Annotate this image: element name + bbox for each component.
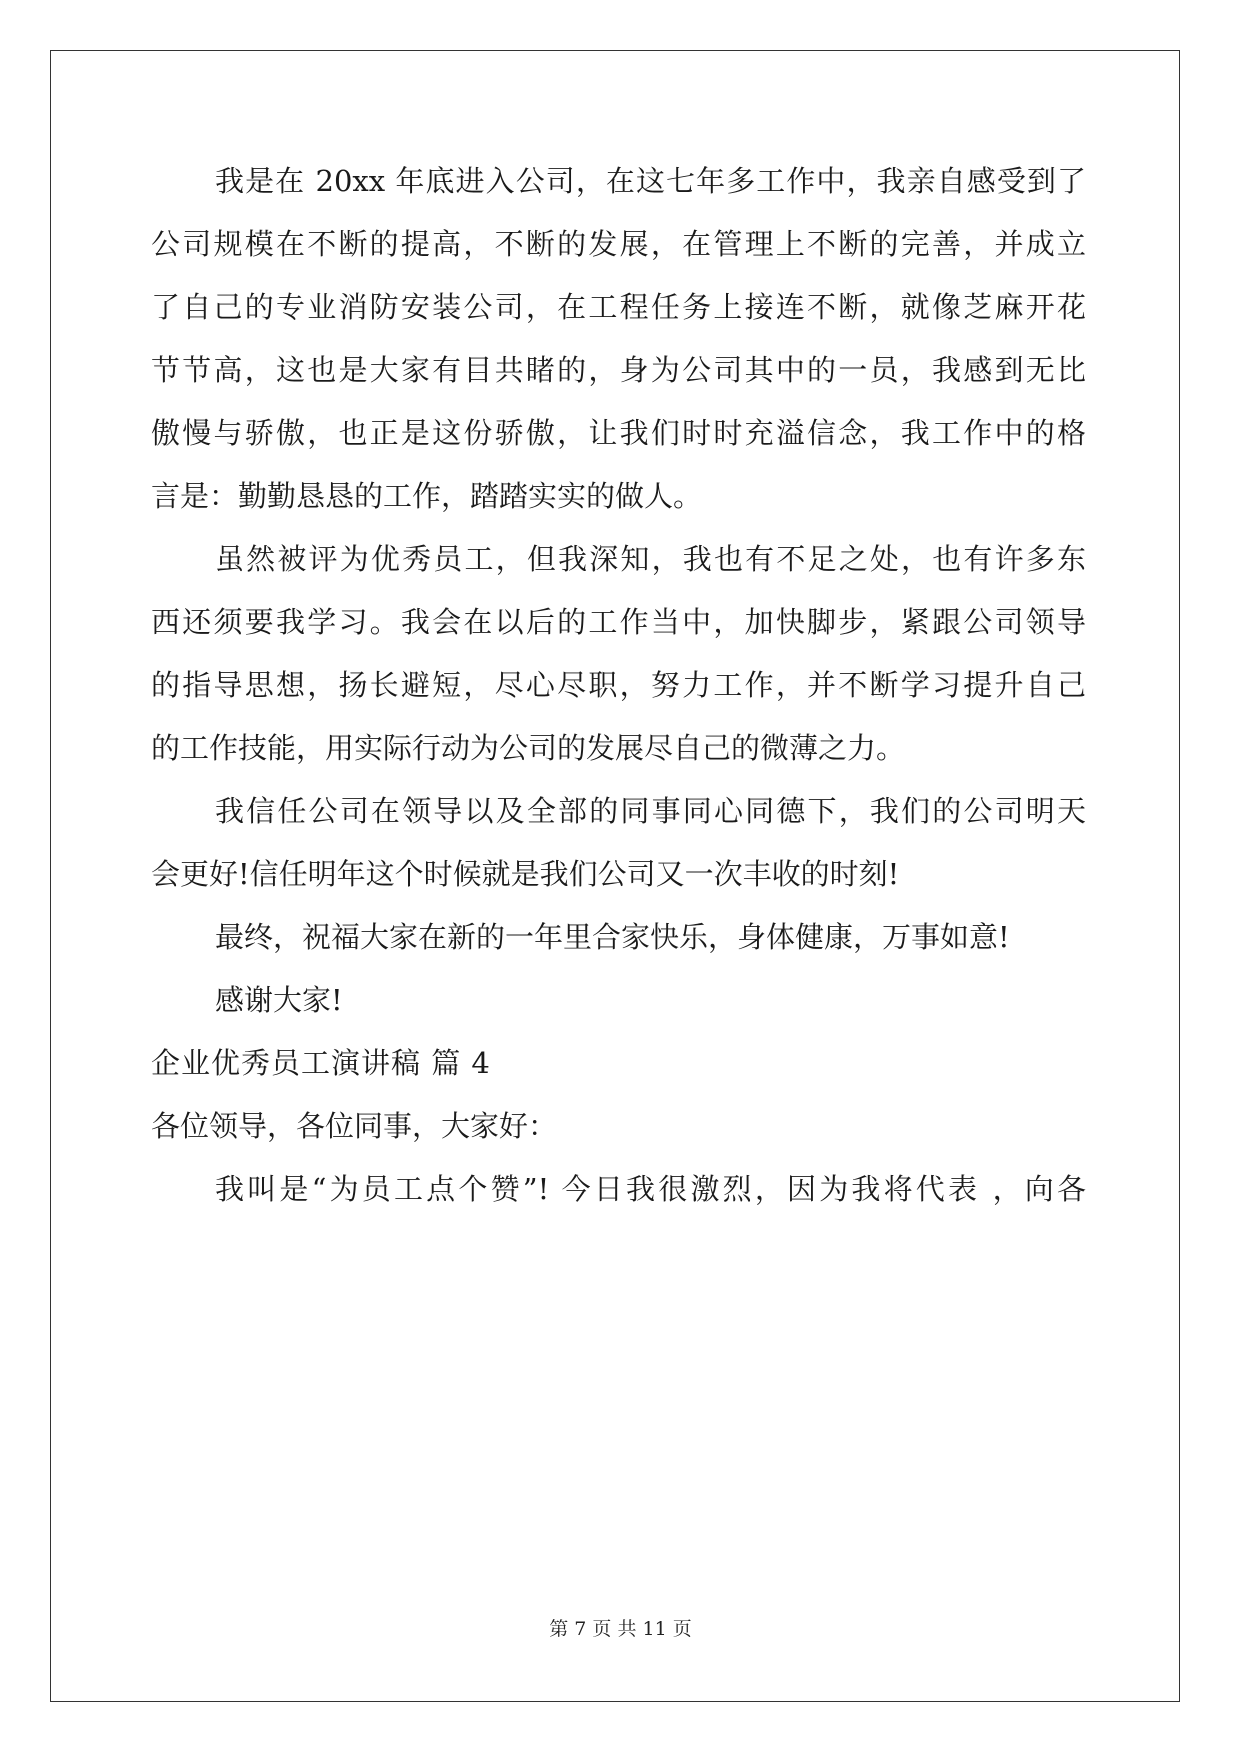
paragraph-line: 会更好!信任明年这个时候就是我们公司又一次丰收的时刻!: [151, 857, 900, 891]
paragraph-line: 的指导思想，扬长避短，尽心尽职，努力工作，并不断学习提升自己: [151, 668, 1086, 702]
paragraph-line: 言是：勤勤恳恳的工作，踏踏实实的做人。: [151, 479, 703, 513]
paragraph-line: 最终，祝福大家在新的一年里合家快乐，身体健康，万事如意!: [215, 920, 1010, 954]
paragraph-line: 了自己的专业消防安装公司，在工程任务上接连不断，就像芝麻开花: [151, 290, 1086, 324]
paragraph-line: 西还须要我学习。我会在以后的工作当中，加快脚步，紧跟公司领导: [151, 605, 1086, 639]
paragraph-line: 傲慢与骄傲，也正是这份骄傲，让我们时时充溢信念，我工作中的格: [151, 416, 1086, 450]
paragraph-line: 我叫是“为员工点个赞”! 今日我很激烈，因为我将代表 ，向各: [215, 1172, 1086, 1206]
paragraph-line: 公司规模在不断的提高，不断的发展，在管理上不断的完善，并成立: [151, 227, 1086, 261]
salutation-line: 各位领导，各位同事，大家好：: [151, 1109, 558, 1143]
document-body: [151, 150, 1086, 1221]
paragraph-line: 的工作技能，用实际行动为公司的发展尽自己的微薄之力。: [151, 731, 906, 765]
section-heading: 企业优秀员工演讲稿 篇 4: [151, 1046, 491, 1080]
paragraph-line: 我是在 20xx 年底进入公司，在这七年多工作中，我亲自感受到了: [215, 164, 1086, 198]
paragraph-line: 节节高，这也是大家有目共睹的，身为公司其中的一员，我感到无比: [151, 353, 1086, 387]
page-number-footer: 第 7 页 共 11 页: [549, 1618, 692, 1640]
paragraph-line: 虽然被评为优秀员工，但我深知，我也有不足之处，也有许多东: [215, 542, 1086, 576]
paragraph-line: 我信任公司在领导以及全部的同事同心同德下，我们的公司明天: [215, 794, 1086, 828]
paragraph-line: 感谢大家!: [215, 983, 343, 1017]
